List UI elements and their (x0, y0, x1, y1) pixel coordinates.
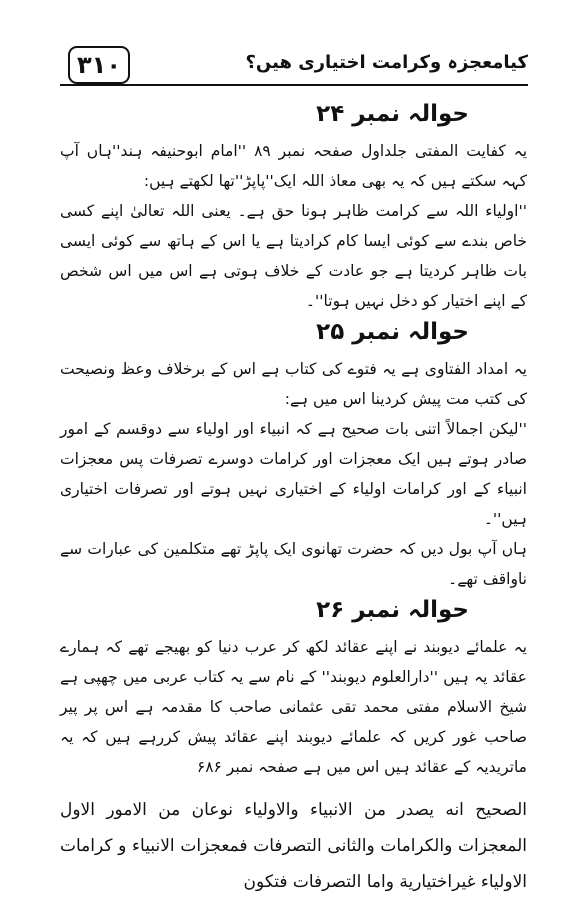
section-24 (60, 98, 527, 316)
section-heading: حوالہ نمبر ۲۵ (316, 319, 469, 345)
section-heading: حوالہ نمبر ۲۶ (316, 597, 469, 623)
paragraph: یہ علمائے دیوبند نے اپنے عقائد لکھ کر عرب دنیا کو بھیجے تھے کہ ہمارے عقائد یہ ہیں ''دارالعلوم دیوبند'' کے نام سے یہ کتاب عربی میں چھپی ہے شیخ الاسلام مفتی محمد تقی عثمانی صاحب کا مقدمہ ہے اس پر پیر صاحب غور کریں کہ علمائے دیوبند اپنے عقائد پیش کررہے ہیں کہ یہ ماتریدیہ کے عقائد ہیں اس میں ہے صفحہ نمبر ۶۸۶ (60, 638, 527, 776)
arabic-quotation: الصحیح انه یصدر من الانبیاء والاولیاء نوعان من الامور الاول المعجزات والکرامات والثانی التصرفات فمعجزات الانبیاء و کرامات الاولیاء غیراختیاریة واما التصرفات فتکون (60, 800, 527, 892)
quoted-paragraph: ''لیکن اجمالاً اتنی بات صحیح ہے کہ انبیاء اور اولیاء سے دوقسم کے امور صادر ہوتے ہیں ایک معجزات اور کرامات دوسرے تصرفات پس معجزات انبیاء کے اور کرامات اولیاء کے اختیاری نہیں ہوتے اور تصرفات اختیاری ہیں''۔ (60, 420, 527, 528)
paragraph: یہ امداد الفتاوی ہے یہ فتوے کی کتاب ہے اس کے برخلاف وعظ ونصیحت کی کتب مت پیش کردینا اس میں ہے: (60, 360, 527, 408)
page-header (60, 44, 528, 86)
section-25 (60, 316, 527, 594)
running-title: کیامعجزہ وکرامت اختیاری ھیں؟ (245, 52, 528, 73)
quoted-paragraph: ''اولیاء اللہ سے کرامت ظاہر ہونا حق ہے۔ یعنی اللہ تعالیٰ اپنے کسی خاص بندے سے کوئی ایسا کام کرادیتا ہے یا اس کے ہاتھ سے کوئی ایسی بات ظاہر کردیتا ہے جو عادت کے خلاف ہوتی ہے اس میں اس شخص کے اپنے اختیار کو دخل نہیں ہوتا''۔ (60, 202, 527, 310)
section-heading: حوالہ نمبر ۲۴ (316, 101, 469, 127)
page-number: ۳۱۰ (68, 46, 130, 84)
section-26 (60, 594, 527, 900)
paragraph: یہ کفایت المفتی جلداول صفحہ نمبر ۸۹ ''امام ابوحنیفہ ہند''ہاں آپ کہہ سکتے ہیں کہ یہ بھی معاذ اللہ ایک''پاپڑ''تھا لکھتے ہیں: (60, 142, 528, 190)
page-body (60, 98, 527, 900)
paragraph: ہاں آپ بول دیں کہ حضرت تھانوی ایک پاپڑ تھے متکلمین کی عبارات سے ناواقف تھے۔ (60, 540, 527, 588)
